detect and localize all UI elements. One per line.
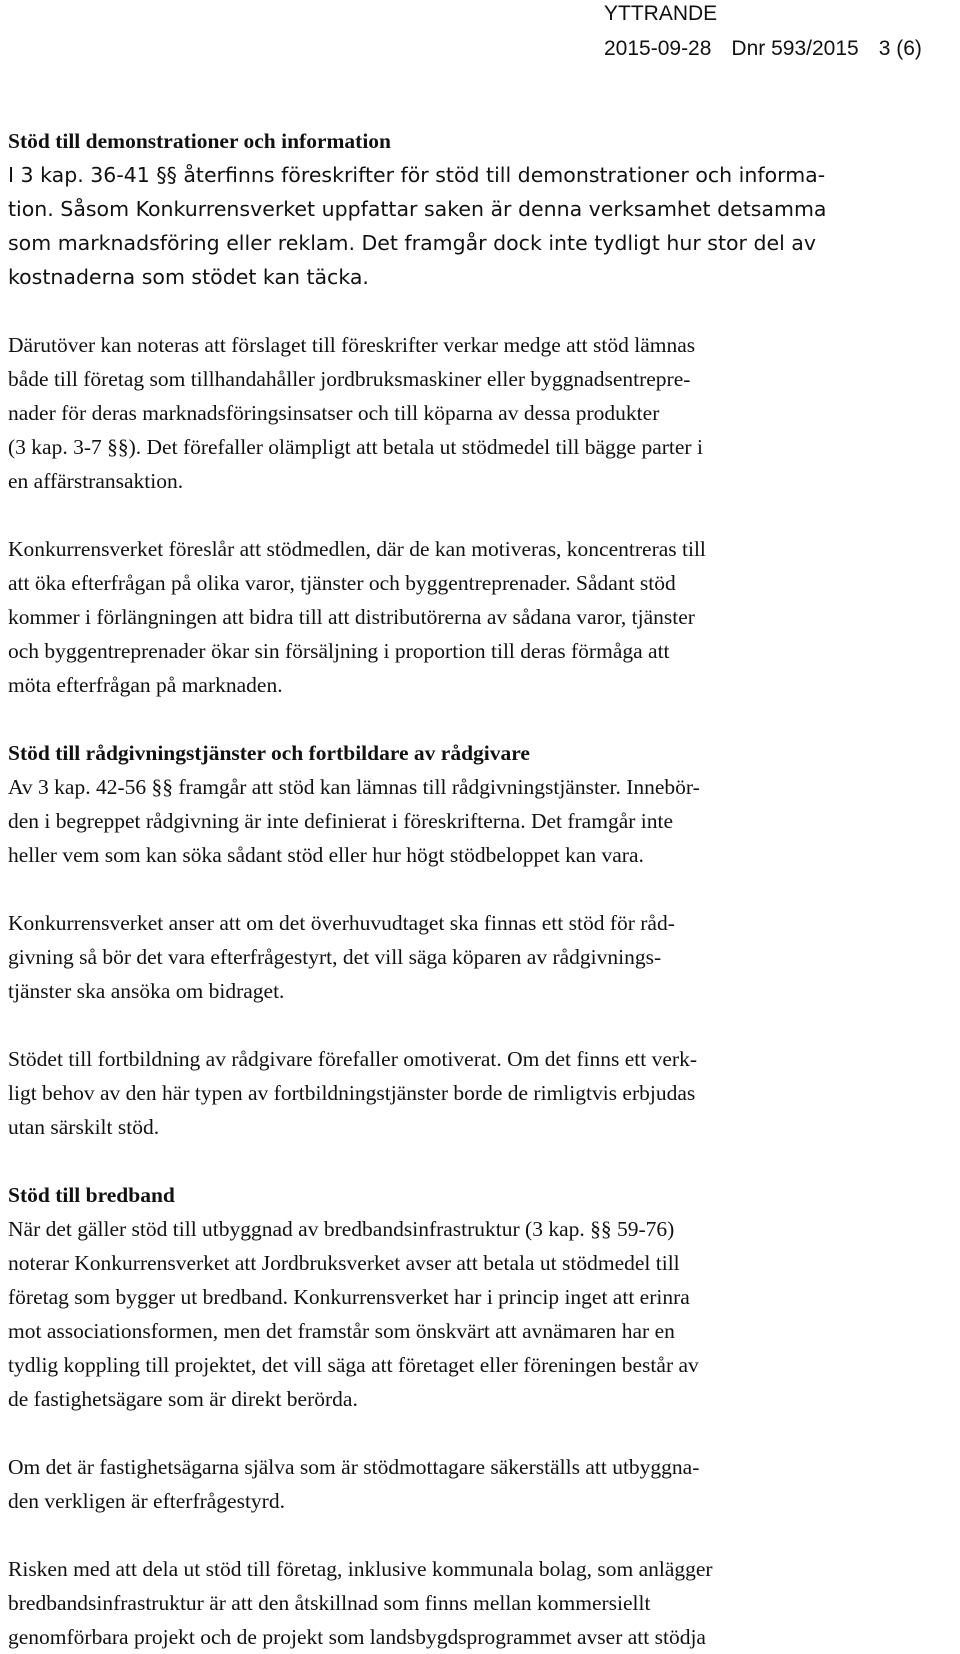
paragraph-broadband-2: Om det är fastighetsägarna själva som är stödmottagare säkerställs att utbyggna- den verkligen är efterfrågestyrd.: [8, 1455, 700, 1513]
page-number: 3 (6): [878, 37, 922, 60]
paragraph-broadband-3: Risken med att dela ut stöd till företag, inklusive kommunala bolag, som anlägger bredbandsinfrastruktur är att den åtskillnad som finns mellan kommersiellt genomförbara projekt och de projekt som landsbygdsprogrammet avser att stödja: [8, 1557, 713, 1649]
document-date: 2015-09-28: [604, 37, 712, 60]
document-header: [0, 0, 960, 70]
paragraph-demo-2: Därutöver kan noteras att förslaget till föreskrifter verkar medge att stöd lämnas både till företag som tillhandahåller jordbruksmaskiner eller byggnadsentrepre- nader för deras marknadsföringsinsatser och till köparna av dessa produkter (3 kap. 3-7 §§). Det förefaller olämpligt att betala ut stödmedel till bägge parter i en affärstransaktion.: [8, 333, 703, 493]
paragraph-demo-3: Konkurrensverket föreslår att stödmedlen, där de kan motiveras, koncentreras till att öka efterfrågan på olika varor, tjänster och byggentreprenader. Sådant stöd kommer i förlängningen att bidra till att distributörerna av sådana varor, tjänster och byggentreprenader ökar sin försäljning i proportion till deras förmåga att möta efterfrågan på marknaden.: [8, 537, 706, 697]
paragraph-demo-1: I 3 kap. 36-41 §§ återfinns föreskrifter för stöd till demonstrationer och informa- tion. Såsom Konkurrensverket uppfattar saken är denna verksamhet detsamma som marknadsföring eller reklam. Det framgår dock inte tydligt hur stor del av kostnaderna som stödet kan täcka.: [8, 163, 827, 289]
paragraph-broadband-1: När det gäller stöd till utbyggnad av bredbandsinfrastruktur (3 kap. §§ 59-76) noterar Konkurrensverket att Jordbruksverket avser att betala ut stödmedel till företag som bygger ut bredband. Konkurrensverket har i princip inget att erinra mot associationsformen, men det framstår som önskvärt att avnämaren har en tydlig koppling till projektet, det vill säga att företaget eller föreningen består av de fastighetsägare som är direkt berörda.: [8, 1217, 699, 1411]
paragraph-advice-2: Konkurrensverket anser att om det överhuvudtaget ska finnas ett stöd för råd- givning så bör det vara efterfrågestyrt, det vill säga köparen av rådgivnings- tjänster ska ansöka om bidraget.: [8, 911, 675, 1003]
heading-advice: Stöd till rådgivningstjänster och fortbildare av rådgivare: [8, 741, 530, 765]
heading-broadband: Stöd till bredband: [8, 1183, 175, 1207]
heading-demonstrations: Stöd till demonstrationer och information: [8, 129, 392, 153]
document-type: YTTRANDE: [604, 2, 718, 25]
document-dnr: Dnr 593/2015: [731, 37, 859, 60]
document-meta: [604, 37, 922, 61]
paragraph-advice-3: Stödet till fortbildning av rådgivare förefaller omotiverat. Om det finns ett verk- ligt behov av den här typen av fortbildningstjänster borde de rimligtvis erbjudas utan särskilt stöd.: [8, 1047, 697, 1139]
paragraph-advice-1: Av 3 kap. 42-56 §§ framgår att stöd kan lämnas till rådgivningstjänster. Innebör- den i begreppet rådgivning är inte definierat i föreskrifterna. Det framgår inte heller vem som kan söka sådant stöd eller hur högt stödbeloppet kan vara.: [8, 775, 700, 867]
document-body: [8, 124, 953, 1654]
